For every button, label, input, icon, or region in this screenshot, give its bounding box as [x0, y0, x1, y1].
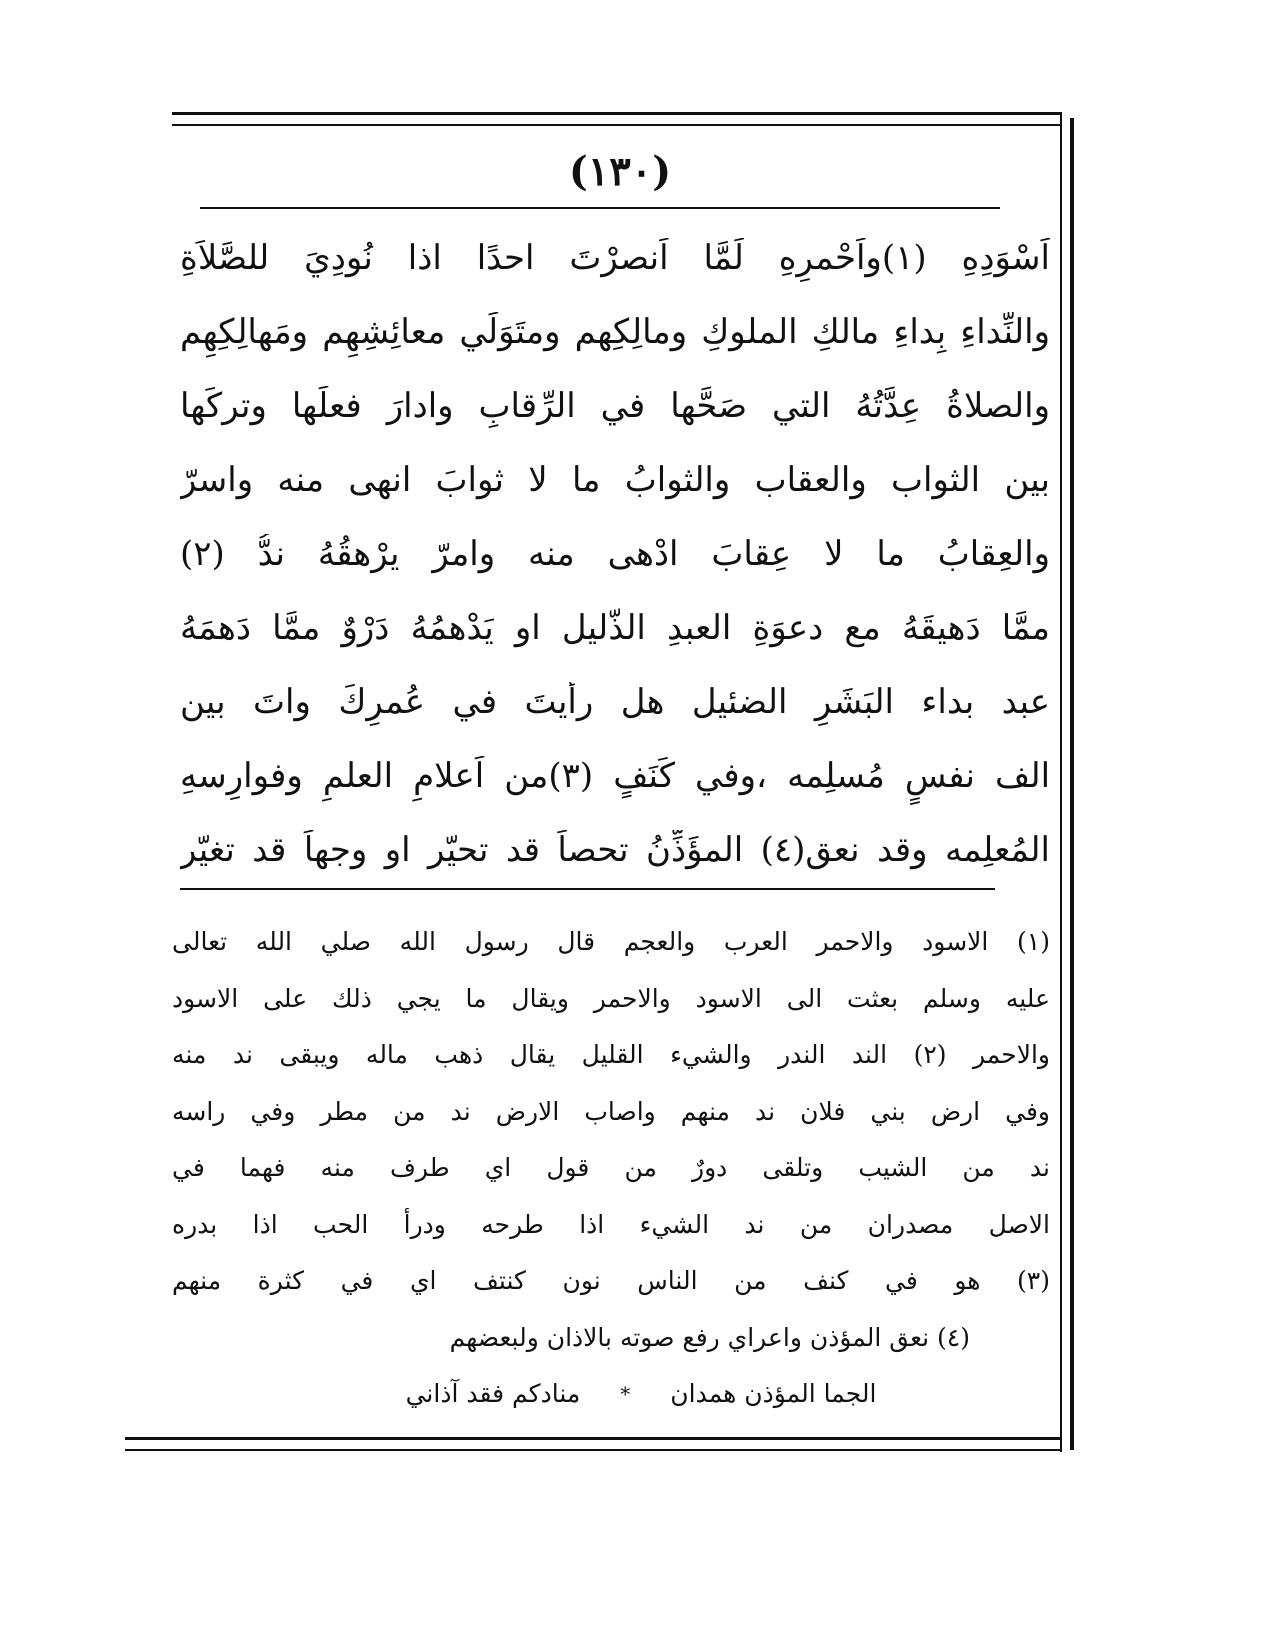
right-border-line-outer [1070, 118, 1074, 1450]
verse-second-hemistich: منادكم فقد آذاني [405, 1379, 581, 1408]
main-text-line: الف نفسٍ مُسلِمه ،وفي كَنَفٍ (٣)من اَعلامِ العلمِ وفوارِسهِ [180, 756, 1050, 796]
footnote-line: (١) الاسود والاحمر العرب والعجم قال رسول الله صلي الله تعالى [172, 927, 1050, 956]
right-border-line [1060, 112, 1062, 1452]
bottom-rule-outer [125, 1437, 1060, 1440]
footnotes [172, 925, 1050, 1433]
top-rule-inner [172, 124, 1060, 126]
main-text-line: والصلاةُ عِدَّتُهُ التي صَحَّها في الرِّقابِ وادارَ فعلَها وتركَها [180, 386, 1050, 426]
footnote-line: (٤) نعق المؤذن واعراي رفع صوته بالاذان ولبعضهم [449, 1322, 970, 1352]
main-text-line: اَسْوَدِهِ (١)واَحْمرِهِ لَمَّا اَنصرْتَ احدًا اذا نُودِيَ للصَّلاَةِ [180, 238, 1050, 278]
main-text-line: بين الثواب والعقاب والثوابُ ما لا ثوابَ انهى منه واسرّ [180, 460, 1050, 500]
footnote-rule [180, 888, 995, 890]
main-text-line: ممَّا دَهيقَهُ مع دعوَةِ العبدِ الذَّليل او يَدْهمُهُ دَرْوٌ ممَّا دَهمَهُ [180, 608, 1050, 648]
footnote-line: (٣) هو في كنف من الناس نون كنتف اي في كثرة منهم [172, 1266, 1050, 1295]
main-text-line: المُعلِمه وقد نعق(٤) المؤَذِّنُ تحصاً قد تحيّر او وجهاً قد تغيّر [180, 830, 1050, 870]
footnote-line: والاحمر (٢) الند الندر والشيء القليل يقال ذهب ماله ويبقى ند منه [172, 1040, 1050, 1069]
main-text [180, 238, 1050, 904]
footnote-verse [172, 1377, 1050, 1433]
verse-separator: * [620, 1382, 631, 1406]
top-rule-outer [172, 112, 1060, 115]
main-text-line: والعِقابُ ما لا عِقابَ ادْهى منه وامرّ يرْهقُهُ ندُّ (٢) [180, 534, 1050, 574]
footnote-line: عليه وسلم بعثت الى الاسود والاحمر ويقال ما يجي ذلك على الاسود [172, 983, 1050, 1013]
header-rule [200, 207, 1000, 209]
bottom-rule-inner [125, 1449, 1060, 1451]
main-text-line: عبد بداء البَشَرِ الضئيل هل رأيتَ في عُمرِكَ واتَ بين [180, 682, 1050, 722]
footnote-line: ند من الشيب وتلقى دورٌ من قول اي طرف منه فهما في [172, 1153, 1050, 1182]
main-text-line: والنِّداءِ بِداءِ مالكِ الملوكِ ومالِكِهم ومتَوَلِّي معائِشِهِم ومَهالِكِهِم [180, 312, 1050, 352]
page-number: (١٣٠) [568, 148, 672, 195]
footnote-line: وفي ارض بني فلان ند منهم واصاب الارض ند من مطر وفي راسه [172, 1096, 1050, 1126]
footnote-line: الاصل مصدران من ند الشيء اذا طرحه ودرأ الحب اذا بدره [172, 1209, 1050, 1239]
verse-first-hemistich: الجما المؤذن همدان [670, 1379, 877, 1408]
